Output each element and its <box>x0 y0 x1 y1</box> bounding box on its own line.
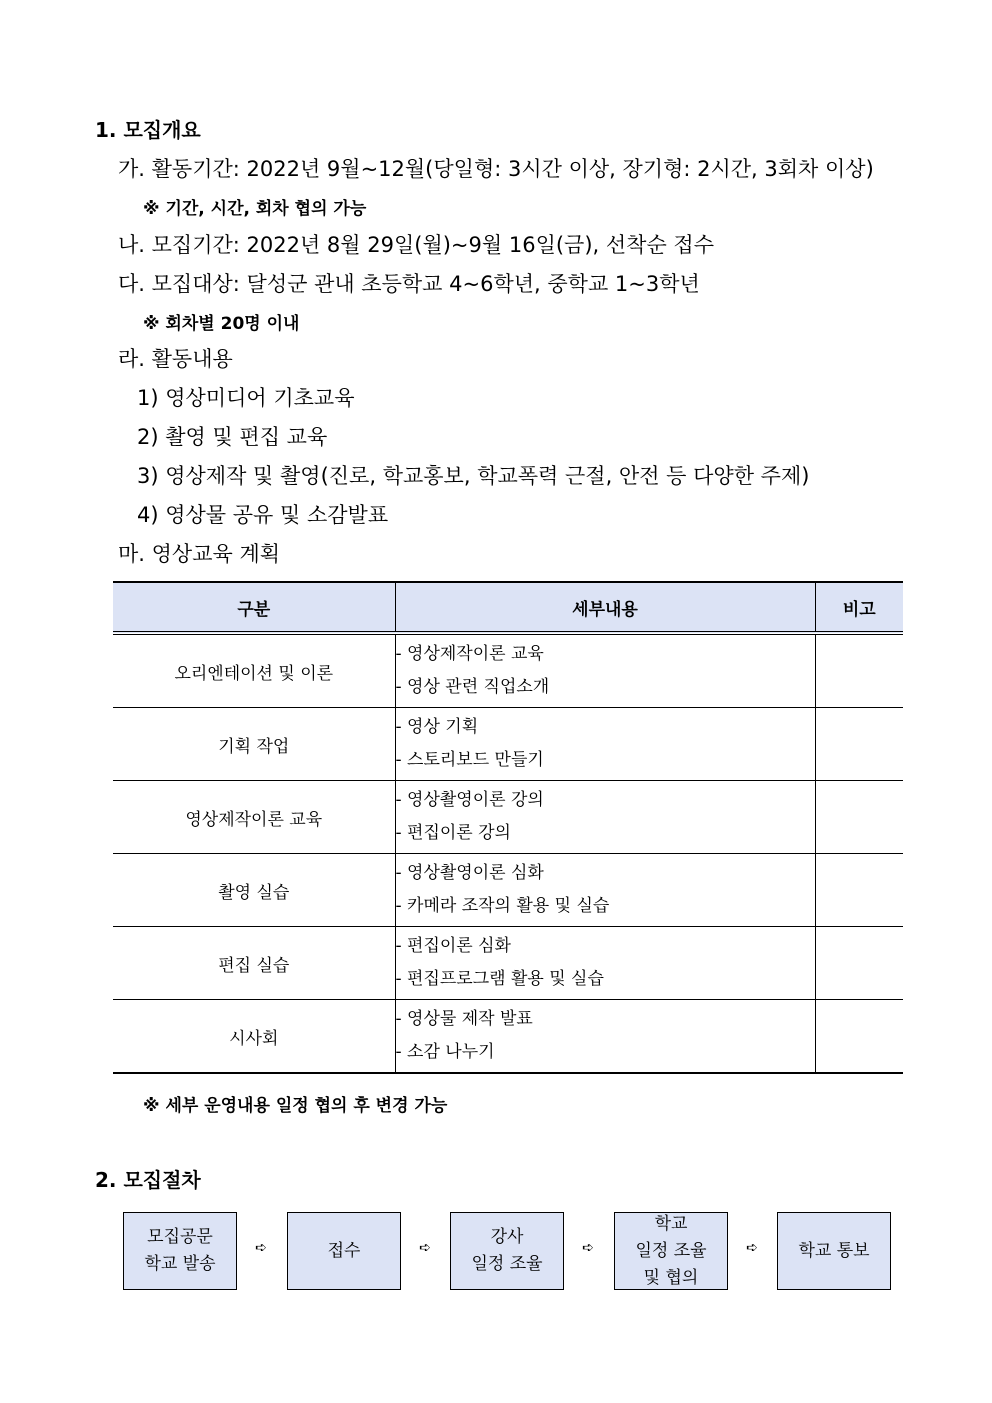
row-details <box>395 1000 815 1074</box>
detail-line: - 영상제작이론 교육 <box>395 644 544 664</box>
step-box-3 <box>450 1212 564 1290</box>
header-category: 구분 <box>113 582 395 633</box>
education-plan: 마. 영상교육 계획 <box>118 542 281 566</box>
recruit-target: 다. 모집대상: 달성군 관내 초등학교 4~6학년, 중학교 1~3학년 <box>118 272 700 296</box>
detail-line: - 영상 기획 <box>395 717 479 737</box>
detail-line: - 영상 관련 직업소개 <box>395 677 550 697</box>
detail-line: - 영상촬영이론 심화 <box>395 863 544 883</box>
recruit-target-note: ※ 회차별 20명 이내 <box>143 314 300 334</box>
detail-line: - 카메라 조작의 활용 및 실습 <box>395 896 610 916</box>
arrow-right-icon: ➪ <box>419 1240 431 1256</box>
table-row <box>113 927 903 1000</box>
row-note <box>815 854 903 927</box>
row-category: 시사회 <box>113 1000 395 1074</box>
row-details <box>395 781 815 854</box>
row-details <box>395 708 815 781</box>
row-category: 기획 작업 <box>113 708 395 781</box>
row-category: 영상제작이론 교육 <box>113 781 395 854</box>
row-note <box>815 633 903 708</box>
activity-item: 1) 영상미디어 기초교육 <box>137 386 355 410</box>
activity-item: 3) 영상제작 및 촬영(진로, 학교홍보, 학교폭력 근절, 안전 등 다양한 주제) <box>137 464 810 488</box>
table-row <box>113 1000 903 1074</box>
activity-content: 라. 활동내용 <box>118 347 233 371</box>
section-1-title: 1. 모집개요 <box>95 118 201 142</box>
step-line: 학교 통보 <box>798 1240 870 1261</box>
detail-line: - 스토리보드 만들기 <box>395 750 544 770</box>
step-line: 강사 <box>490 1227 524 1247</box>
table-header-row <box>113 582 903 633</box>
row-note <box>815 708 903 781</box>
row-note <box>815 1000 903 1074</box>
step-line: 접수 <box>327 1240 361 1261</box>
row-category: 촬영 실습 <box>113 854 395 927</box>
step-box-4 <box>614 1212 728 1290</box>
detail-line: - 편집이론 강의 <box>395 823 511 843</box>
table-row <box>113 854 903 927</box>
arrow-right-icon: ➪ <box>255 1240 267 1256</box>
table-note: ※ 세부 운영내용 일정 협의 후 변경 가능 <box>143 1096 448 1116</box>
step-line: 및 협의 <box>643 1267 699 1288</box>
activity-item: 2) 촬영 및 편집 교육 <box>137 425 328 449</box>
header-note: 비고 <box>815 582 903 633</box>
step-line: 학교 발송 <box>144 1254 216 1274</box>
row-category: 편집 실습 <box>113 927 395 1000</box>
step-line: 일정 조율 <box>471 1254 543 1274</box>
step-line: 학교 <box>654 1213 688 1234</box>
row-category: 오리엔테이션 및 이론 <box>113 633 395 708</box>
section-2-title: 2. 모집절차 <box>95 1168 201 1192</box>
row-details <box>395 854 815 927</box>
table-row <box>113 708 903 781</box>
arrow-right-icon: ➪ <box>746 1240 758 1256</box>
header-details: 세부내용 <box>395 582 815 633</box>
detail-line: - 영상물 제작 발표 <box>395 1009 533 1029</box>
row-details <box>395 927 815 1000</box>
recruit-period: 나. 모집기간: 2022년 8월 29일(월)~9월 16일(금), 선착순 접수 <box>118 233 714 257</box>
row-note <box>815 927 903 1000</box>
step-box-1 <box>123 1212 237 1290</box>
step-line: 모집공문 <box>147 1227 213 1247</box>
row-details <box>395 633 815 708</box>
activity-period-note: ※ 기간, 시간, 회차 협의 가능 <box>143 199 367 219</box>
step-line: 일정 조율 <box>635 1240 707 1261</box>
detail-line: - 편집이론 심화 <box>395 936 511 956</box>
arrow-right-icon: ➪ <box>582 1240 594 1256</box>
table-row <box>113 781 903 854</box>
step-box-2 <box>287 1212 401 1290</box>
table-row <box>113 633 903 708</box>
step-box-5 <box>777 1212 891 1290</box>
row-note <box>815 781 903 854</box>
activity-item: 4) 영상물 공유 및 소감발표 <box>137 503 389 527</box>
activity-period: 가. 활동기간: 2022년 9월~12월(당일형: 3시간 이상, 장기형: 2시간, 3회차 이상) <box>118 157 874 181</box>
detail-line: - 영상촬영이론 강의 <box>395 790 544 810</box>
detail-line: - 소감 나누기 <box>395 1042 495 1062</box>
education-plan-table <box>113 581 903 1074</box>
detail-line: - 편집프로그램 활용 및 실습 <box>395 969 604 989</box>
